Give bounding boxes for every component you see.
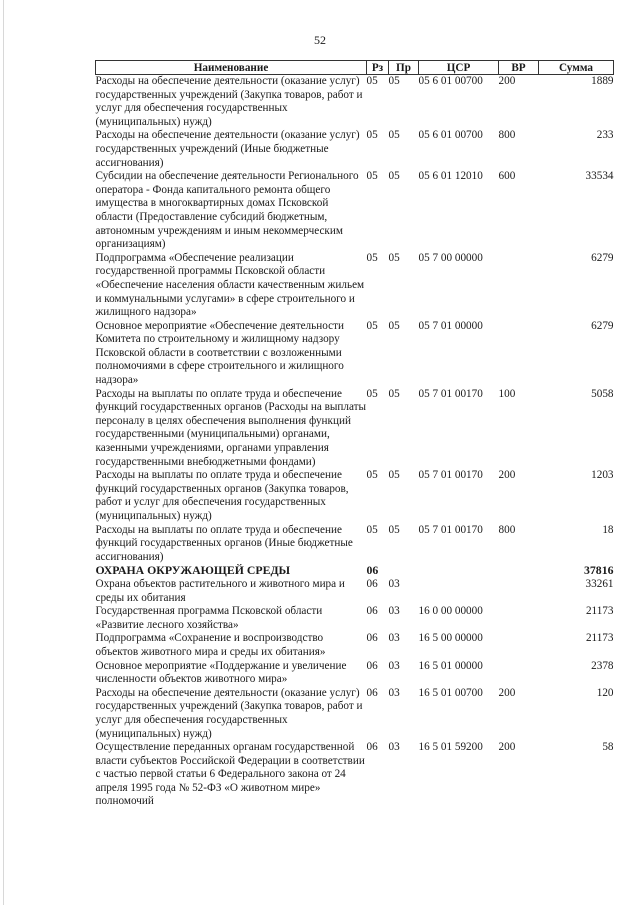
cell-sum: 18 xyxy=(602,523,614,536)
table-header xyxy=(96,61,614,75)
cell-csr xyxy=(419,564,499,578)
cell-sum: 6279 xyxy=(591,251,614,264)
cell-pr: 03 xyxy=(388,659,400,672)
table-row xyxy=(96,524,614,565)
cell-sum: 233 xyxy=(596,129,614,142)
table-row xyxy=(96,687,614,741)
cell-sum: 1889 xyxy=(591,75,614,87)
section-row xyxy=(96,564,614,578)
cell-name: Расходы на выплаты по оплате труда и обеспечение функций государственных органов (Закупка товаров, работ и услуг для обеспечения государственных (муниципальных) нужд) xyxy=(95,469,349,522)
cell-sum: 2378 xyxy=(591,659,614,672)
cell-csr: 16 5 01 59200 xyxy=(418,741,483,754)
table-row xyxy=(96,129,614,170)
section-title: ОХРАНА ОКРУЖАЮЩЕЙ СРЕДЫ xyxy=(95,563,291,578)
cell-name: Охрана объектов растительного и животного мира и среды их обитания xyxy=(95,577,345,604)
cell-pr: 03 xyxy=(388,686,400,699)
cell-vr: 200 xyxy=(498,469,516,482)
cell-csr: 05 7 00 00000 xyxy=(418,251,483,264)
cell-csr: 16 5 00 00000 xyxy=(418,632,483,645)
table-row xyxy=(96,388,614,470)
cell-name: Государственная программа Псковской области «Развитие лесного хозяйства» xyxy=(95,605,323,631)
cell-pr: 03 xyxy=(388,741,400,754)
cell-sum: 1203 xyxy=(591,469,614,482)
header-vr: ВР xyxy=(499,61,539,75)
page-number: 52 xyxy=(314,33,326,47)
cell-rz: 06 xyxy=(366,632,378,645)
cell-sum: 6279 xyxy=(591,319,614,332)
cell-vr: 800 xyxy=(498,129,516,142)
cell-vr xyxy=(499,632,539,659)
cell-rz: 06 xyxy=(366,605,378,618)
table-row xyxy=(96,469,614,523)
cell-rz: 05 xyxy=(366,251,378,264)
cell-rz: 06 xyxy=(366,563,379,578)
cell-vr xyxy=(499,578,539,605)
table-row xyxy=(96,660,614,687)
cell-sum: 21173 xyxy=(585,605,614,618)
cell-vr xyxy=(499,564,539,578)
cell-vr: 200 xyxy=(498,686,516,699)
cell-vr xyxy=(499,660,539,687)
table-row xyxy=(96,605,614,632)
cell-pr: 03 xyxy=(388,632,400,645)
header-name: Наименование xyxy=(96,61,367,75)
cell-csr: 16 0 00 00000 xyxy=(418,605,483,618)
cell-csr xyxy=(419,578,499,605)
cell-name: Расходы на обеспечение деятельности (оказание услуг) государственных учреждений (Закупка товаров, работ и услуг для обеспечения государственных (муниципальных) нужд) xyxy=(95,75,363,128)
cell-name: Субсидии на обеспечение деятельности Регионального оператора - Фонда капитального ремонта общего имущества в многоквартирных домах Псковской области (Предоставление субсидий бюджетным, автономным учреждениям и иным некоммерческим организациям) xyxy=(95,170,359,251)
table-row xyxy=(96,320,614,388)
cell-name: Основное мероприятие «Поддержание и увеличение численности объектов животного мира» xyxy=(95,659,347,686)
cell-name: Расходы на выплаты по оплате труда и обеспечение функций государственных органов (Расходы на выплаты персоналу в целях обеспечения выполнения функций государственными (муниципальными) органами, казенными учреждениями, органами управления государственными внебюджетными фондами) xyxy=(95,387,367,468)
cell-csr: 05 7 01 00000 xyxy=(418,319,483,332)
section-total: 37816 xyxy=(584,563,614,578)
cell-name: Подпрограмма «Сохранение и воспроизводство объектов животного мира и среды их обитания» xyxy=(95,632,326,658)
table-row xyxy=(96,741,614,809)
budget-table xyxy=(95,60,614,809)
header-rz: Рз xyxy=(367,61,389,75)
cell-pr: 03 xyxy=(388,605,400,618)
cell-vr: 600 xyxy=(498,170,516,183)
cell-name: Расходы на выплаты по оплате труда и обеспечение функций государственных органов (Иные бюджетные ассигнования) xyxy=(95,523,353,563)
cell-vr xyxy=(499,252,539,320)
cell-pr: 05 xyxy=(388,75,400,87)
cell-pr xyxy=(389,564,419,578)
cell-vr: 200 xyxy=(498,75,516,87)
cell-csr: 05 7 01 00170 xyxy=(418,523,483,536)
cell-rz: 05 xyxy=(366,170,378,183)
cell-sum: 5058 xyxy=(591,387,614,400)
cell-rz: 05 xyxy=(366,129,378,142)
cell-pr: 03 xyxy=(388,577,400,590)
cell-rz: 06 xyxy=(366,741,378,754)
cell-rz: 06 xyxy=(366,659,378,672)
cell-vr: 800 xyxy=(498,523,516,536)
cell-csr: 16 5 01 00700 xyxy=(418,686,483,699)
cell-rz: 05 xyxy=(366,75,378,87)
cell-csr: 16 5 01 00000 xyxy=(418,659,483,672)
cell-rz: 05 xyxy=(366,387,378,400)
cell-sum: 33534 xyxy=(585,170,614,183)
scan-edge-line xyxy=(3,0,4,905)
cell-sum: 58 xyxy=(602,741,614,754)
cell-csr: 05 6 01 00700 xyxy=(418,75,483,87)
cell-name: Осуществление переданных органам государственной власти субъектов Российской Федерации в соответствии с частью первой статьи 6 Федерального закона от 24 апреля 1995 года № 52-ФЗ «О животном мире» полномочий xyxy=(95,741,365,808)
cell-pr: 05 xyxy=(388,523,400,536)
cell-pr: 05 xyxy=(388,387,400,400)
cell-pr: 05 xyxy=(388,319,400,332)
cell-rz: 05 xyxy=(366,523,378,536)
table-row xyxy=(96,252,614,320)
cell-rz: 06 xyxy=(366,577,378,590)
cell-name: Подпрограмма «Обеспечение реализации государственной программы Псковской области «Обеспечение населения области качественным жильем и коммунальными услугами» в сфере строительного и жилищного надзора» xyxy=(95,251,365,319)
header-csr: ЦСР xyxy=(419,61,499,75)
cell-name: Расходы на обеспечение деятельности (оказание услуг) государственных учреждений (Закупка товаров, работ и услуг для обеспечения государственных (муниципальных) нужд) xyxy=(95,686,363,740)
cell-name: Основное мероприятие «Обеспечение деятельности Комитета по строительному и жилищному надзору Псковской области в соответствии с возложенными полномочиями в сфере строительного и жилищного надзора» xyxy=(95,319,344,387)
header-sum: Сумма xyxy=(539,61,614,75)
cell-vr: 200 xyxy=(498,741,516,754)
cell-pr: 05 xyxy=(388,251,400,264)
cell-rz: 05 xyxy=(366,319,378,332)
cell-csr: 05 6 01 12010 xyxy=(418,170,483,183)
cell-rz: 06 xyxy=(366,686,378,699)
cell-vr: 100 xyxy=(498,387,516,400)
cell-csr: 05 6 01 00700 xyxy=(418,129,483,142)
header-row xyxy=(96,61,614,75)
cell-sum: 33261 xyxy=(585,577,614,590)
table-row xyxy=(96,75,614,130)
cell-pr: 05 xyxy=(388,129,400,142)
cell-rz: 05 xyxy=(366,469,378,482)
cell-pr: 05 xyxy=(388,170,400,183)
cell-pr: 05 xyxy=(388,469,400,482)
table-row xyxy=(96,578,614,605)
cell-csr: 05 7 01 00170 xyxy=(418,469,483,482)
table-body xyxy=(96,75,614,810)
cell-vr xyxy=(499,320,539,388)
cell-vr xyxy=(499,605,539,632)
cell-name: Расходы на обеспечение деятельности (оказание услуг) государственных учреждений (Иные бюджетные ассигнования) xyxy=(95,129,360,169)
table-row xyxy=(96,170,614,252)
table-row xyxy=(96,632,614,659)
cell-sum: 21173 xyxy=(585,632,614,645)
header-pr: Пр xyxy=(389,61,419,75)
cell-sum: 120 xyxy=(596,686,614,699)
cell-csr: 05 7 01 00170 xyxy=(418,387,483,400)
